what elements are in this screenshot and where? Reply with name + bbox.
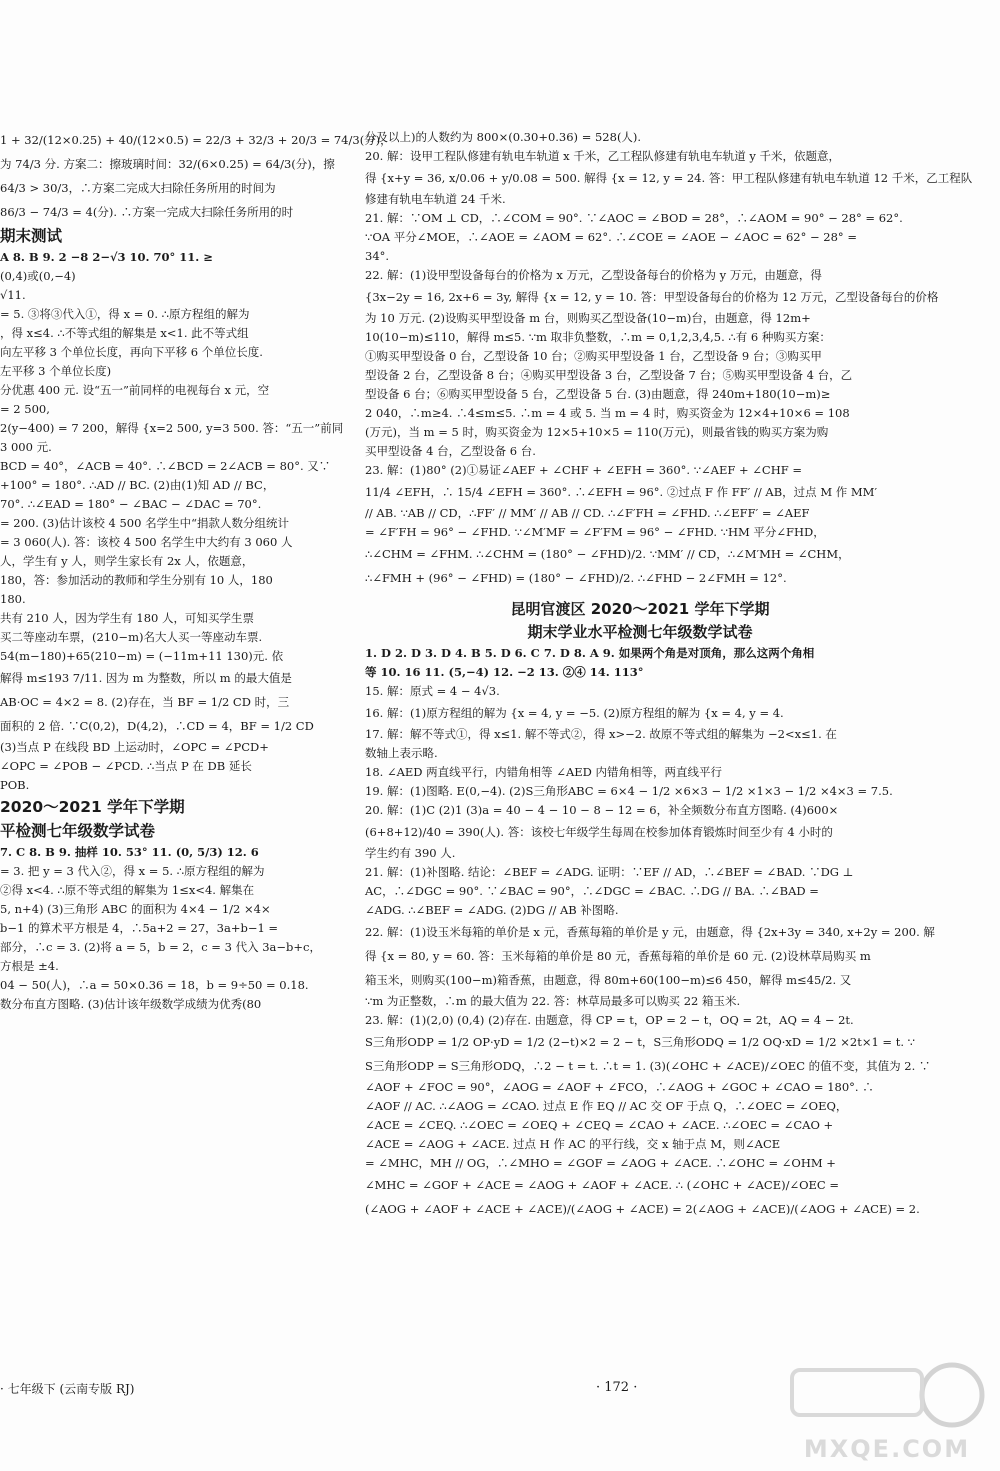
text-line: 3 000 元. <box>0 440 52 454</box>
text-line: ，得 x≤4. ∴不等式组的解集是 x<1. 此不等式组 <box>0 326 249 340</box>
text-line: (6+8+12)/40 = 390(人). 答：该校七年级学生每周在校参加体育锻炼时间至少有 4 小时的 <box>365 825 833 839</box>
text-line: 1 + 32/(12×0.25) + 40/(12×0.5) = 22/3 + 32/3 + 20/3 = 74/3(分)， <box>0 133 392 147</box>
text-line: 数分布直方图略. (3)估计该年级数学成绩为优秀(80 <box>0 997 262 1011</box>
text-line: ∴∠CHM = ∠FHM. ∴∠CHM = (180° − ∠FHD)/2. ∵MM′ // CD，∴∠M′MH = ∠CHM， <box>365 547 850 561</box>
text-line: 解得 m≤193 7/11. 因为 m 为整数，所以 m 的最大值是 <box>0 671 292 685</box>
text-line: 23. 解：(1)(2,0) (0,4) (2)存在. 由题意，得 CP = t，OP = 2 − t，OQ = 2t，AQ = 4 − 2t. <box>365 1013 854 1027</box>
text-line: ①购买甲型设备 0 台，乙型设备 10 台；②购买甲型设备 1 台，乙型设备 9 台；③购买甲 <box>365 349 822 363</box>
text-line: BCD = 40°，∠ACB = 40°. ∴∠BCD = 2∠ACB = 80°. 又∵ <box>0 459 331 473</box>
text-line: S三角形ODP = S三角形ODQ，∴2 − t = t. ∴t = 1. (3)(∠OHC + ∠ACE)/∠OEC 的值不变，其值为 2. ∵ <box>365 1059 931 1073</box>
text-line: 180. <box>0 592 26 606</box>
text-line: 21. 解：∵OM ⊥ CD，∴∠COM = 90°. ∵∠AOC = ∠BOD = 28°，∴∠AOM = 90° − 28° = 62°. <box>365 211 903 225</box>
exam-title-line-1: 昆明官渡区 2020～2021 学年下学期 <box>510 600 770 618</box>
text-line: 11/4 ∠EFH，∴ 15/4 ∠EFH = 360°. ∴∠EFH = 96°. ②过点 F 作 FF′ // AB，过点 M 作 MM′ <box>365 485 878 499</box>
text-line: A 8. B 9. 2 −8 2−√3 10. 70° 11. ≥ <box>0 250 213 264</box>
text-line: ②得 x<4. ∴原不等式组的解集为 1≤x<4. 解集在 <box>0 883 255 897</box>
text-line: 15. 解：原式 = 4 − 4√3. <box>365 684 500 698</box>
text-line: 17. 解：解不等式①，得 x≤1. 解不等式②，得 x>−2. 故原不等式组的解集为 −2<x≤1. 在 <box>365 727 837 741</box>
text-line: 修建有轨电车轨道 24 千米. <box>365 192 506 206</box>
text-line: 2(y−400) = 7 200，解得 {x=2 500, y=3 500. 答：“五一”前同 <box>0 421 344 435</box>
text-line: 左平移 3 个单位长度) <box>0 364 112 378</box>
text-line: = 2 500, <box>0 402 50 416</box>
text-line: 86/3 − 74/3 = 4(分). ∴方案一完成大扫除任务所用的时 <box>0 205 294 219</box>
text-line: √11. <box>0 288 26 302</box>
text-line: S三角形ODP = 1/2 OP·yD = 1/2 (2−t)×2 = 2 − t，S三角形ODQ = 1/2 OQ·xD = 1/2 ×2t×1 = t. ∵ <box>365 1035 915 1049</box>
exam-title-line-2: 期末学业水平检测七年级数学试卷 <box>527 623 753 641</box>
text-line: 2 040，∴m≥4. ∴4≤m≤5. ∴m = 4 或 5. 当 m = 4 时，购买资金为 12×4+10×6 = 108 <box>365 406 850 420</box>
text-line: 为 74/3 分. 方案二：擦玻璃时间：32/(6×0.25) = 64/3(分)，擦 <box>0 157 335 171</box>
text-line: 分优惠 400 元. 设“五一”前同样的电视每台 x 元，空 <box>0 383 270 397</box>
text-line: ∠MHC = ∠GOF + ∠ACE = ∠AOG + ∠AOF + ∠ACE. ∴ (∠OHC + ∠ACE)/∠OEC = <box>365 1178 840 1192</box>
text-line: ∠ACE = ∠CEQ. ∴∠OEC = ∠OEQ + ∠CEQ = ∠CAO + ∠ACE. ∴∠OEC = ∠CAO + <box>365 1118 834 1132</box>
text-line: ∵OA 平分∠MOE，∴∠AOE = ∠AOM = 62°. ∴∠COE = ∠AOE − ∠AOC = 62° − 28° = <box>365 230 857 244</box>
text-line: 得 {x+y = 36, x/0.06 + y/0.08 = 500. 解得 {x = 12, y = 24. 答：甲工程队修建有轨电车轨道 12 千米，乙工程队 <box>365 171 973 185</box>
text-line: AB·OC = 4×2 = 8. (2)存在，当 BF = 1/2 CD 时，三 <box>0 695 290 709</box>
text-line: 21. 解：(1)补图略. 结论：∠BEF = ∠ADG. 证明：∵EF // AD，∴∠BEF = ∠BAD. ∵DG ⊥ <box>365 865 854 879</box>
text-line: 7. C 8. B 9. 抽样 10. 53° 11. (0, 5/3) 12. 6 <box>0 845 259 859</box>
text-line: = 3 060(人). 答：该校 4 500 名学生中大约有 3 060 人 <box>0 535 293 549</box>
text-line: ∴∠FMH + (96° − ∠FHD) = (180° − ∠FHD)/2. ∴∠FHD − 2∠FMH = 12°. <box>365 571 787 585</box>
text-line: ∠AOF // AC. ∴∠AOG = ∠CAO. 过点 E 作 EQ // AC 交 OF 于点 Q，∴∠OEC = ∠OEQ， <box>365 1099 848 1113</box>
text-line: ∠OPC = ∠POB − ∠PCD. ∴当点 P 在 DB 延长 <box>0 759 252 773</box>
section-heading-exam-year: 2020～2021 学年下学期 <box>0 798 185 816</box>
text-line: = 3. 把 y = 3 代入②，得 x = 5. ∴原方程组的解为 <box>0 864 265 878</box>
text-line: 为 10 万元. (2)设购买甲型设备 m 台，则购买乙型设备(10−m)台，由题意，得 12m+ <box>365 311 811 325</box>
text-line: 人，学生有 y 人，则学生家长有 2x 人，依题意， <box>0 554 254 568</box>
text-line: POB. <box>0 778 30 792</box>
text-line: 34°. <box>365 249 390 263</box>
text-line: 64/3 > 30/3，∴方案二完成大扫除任务所用的时间为 <box>0 181 276 195</box>
text-line: 22. 解：(1)设玉米每箱的单价是 x 元，香蕉每箱的单价是 y 元，由题意，得 {2x+3y = 340, x+2y = 200. 解 <box>365 925 935 939</box>
text-line: 方根是 ±4. <box>0 959 59 973</box>
text-line: 等 10. 16 11. (5,−4) 12. −2 13. ②④ 14. 113° <box>365 665 644 679</box>
text-line: 5, n+4) (3)三角形 ABC 的面积为 4×4 − 1/2 ×4× <box>0 902 271 916</box>
watermark-logo <box>782 1355 992 1465</box>
text-line: = ∠MHC，MH // OG，∴∠MHO = ∠GOF = ∠AOG + ∠ACE. ∴∠OHC = ∠OHM + <box>365 1156 836 1170</box>
text-line: (∠AOG + ∠AOF + ∠ACE + ∠ACE)/(∠AOG + ∠ACE) = 2(∠AOG + ∠ACE)/(∠AOG + ∠ACE) = 2. <box>365 1202 920 1216</box>
text-line: 买二等座动车票，(210−m)名大人买一等座动车票. <box>0 630 263 644</box>
text-line: 1. D 2. D 3. D 4. B 5. D 6. C 7. D 8. A 9. 如果两个角是对顶角，那么这两个角相 <box>365 646 815 660</box>
right-column <box>365 128 973 1348</box>
text-line: ∠ADG. ∴∠BEF = ∠ADG. (2)DG // AB 补图略. <box>365 903 619 917</box>
text-line: = ∠F′FH = 96° − ∠FHD. ∵∠M′MF = ∠F′FM = 96° − ∠FHD. ∵HM 平分∠FHD， <box>365 525 825 539</box>
text-line: 共有 210 人，因为学生有 180 人，可知买学生票 <box>0 611 255 625</box>
text-line: ∵m 为正整数，∴m 的最大值为 22. 答：林草局最多可以购买 22 箱玉米. <box>365 994 741 1008</box>
text-line: 19. 解：(1)图略. E(0,−4). (2)S三角形ABC = 6×4 − 1/2 ×6×3 − 1/2 ×1×3 − 1/2 ×4×3 = 7.5. <box>365 784 893 798</box>
text-line: 型设备 2 台，乙型设备 8 台；④购买甲型设备 3 台，乙型设备 7 台；⑤购买甲型设备 4 台，乙 <box>365 368 853 382</box>
section-heading-final-test: 期末测试 <box>0 227 63 245</box>
text-line: 分及以上)的人数约为 800×(0.30+0.36) = 528(人). <box>365 130 642 144</box>
text-line: 70°. ∴∠EAD = 180° − ∠BAC − ∠DAC = 70°. <box>0 497 262 511</box>
text-line: 面积的 2 倍. ∵C(0,2)，D(4,2)，∴CD = 4，BF = 1/2 CD <box>0 719 314 733</box>
text-line: (3)当点 P 在线段 BD 上运动时，∠OPC = ∠PCD+ <box>0 740 269 754</box>
text-line: 54(m−180)+65(210−m) = (−11m+11 130)元. 依 <box>0 649 284 663</box>
text-line: (万元)，当 m = 5 时，购买资金为 12×5+10×5 = 110(万元)，则最省钱的购买方案为购 <box>365 425 829 439</box>
text-line: AC，∴∠DGC = 90°. ∵∠BAC = 90°，∴∠DGC = ∠BAC. ∴DG // BA. ∴∠BAD = <box>365 884 819 898</box>
text-line: = 200. (3)估计该校 4 500 名学生中“捐款人数分组统计 <box>0 516 289 530</box>
text-line: {3x−2y = 16, 2x+6 = 3y, 解得 {x = 12, y = 10. 答：甲型设备每台的价格为 12 万元，乙型设备每台的价格 <box>365 290 939 304</box>
text-line: 16. 解：(1)原方程组的解为 {x = 4, y = −5. (2)原方程组的解为 {x = 4, y = 4. <box>365 706 784 720</box>
text-line: 10(10−m)≤110，解得 m≤5. ∵m 取非负整数，∴m = 0,1,2,3,4,5. ∴有 6 种购买方案： <box>365 330 831 344</box>
text-line: 买甲型设备 4 台，乙型设备 6 台. <box>365 444 536 458</box>
spacer <box>365 590 915 598</box>
text-line: 得 {x = 80, y = 60. 答：玉米每箱的单价是 80 元，香蕉每箱的单价是 60 元. (2)设林草局购买 m <box>365 949 871 963</box>
text-line: (0,4)或(0,−4) <box>0 269 76 283</box>
text-line: 20. 解：设甲工程队修建有轨电车轨道 x 千米，乙工程队修建有轨电车轨道 y 千米，依题意， <box>365 149 841 163</box>
text-line: 180，答：参加活动的教师和学生分别有 10 人，180 <box>0 573 273 587</box>
text-line: 部分，∴c = 3. (2)将 a = 5，b = 2，c = 3 代入 3a−b+c， <box>0 940 321 954</box>
book-footer: · 七年级下 (云南专版 RJ) <box>0 1382 135 1396</box>
section-heading-exam-title: 平检测七年级数学试卷 <box>0 822 156 840</box>
text-line: = 5. ③将③代入①，得 x = 0. ∴原方程组的解为 <box>0 307 250 321</box>
page-number: · 172 · <box>596 1380 638 1395</box>
text-line: 18. ∠AED 两直线平行，内错角相等 ∠AED 内错角相等，两直线平行 <box>365 765 723 779</box>
text-line: 04 − 50(人)，∴a = 50×0.36 = 18，b = 9÷50 = 0.18. <box>0 978 309 992</box>
watermark-seal-icon <box>782 1355 992 1435</box>
watermark-text: MXQE.COM <box>803 1435 971 1463</box>
text-line: ∠AOF + ∠FOC = 90°，∠AOG = ∠AOF + ∠FCO，∴∠AOG + ∠GOC + ∠CAO = 180°. ∴ <box>365 1080 874 1094</box>
text-line: +100° = 180°. ∴AD // BC. (2)由(1)知 AD // BC， <box>0 478 275 492</box>
text-line: 数轴上表示略. <box>365 746 438 760</box>
text-line: 22. 解：(1)设甲型设备每台的价格为 x 万元，乙型设备每台的价格为 y 万元，由题意，得 <box>365 268 822 282</box>
text-line: 23. 解：(1)80° (2)①易证∠AEF + ∠CHF + ∠EFH = 360°. ∵∠AEF + ∠CHF = <box>365 463 803 477</box>
text-line: 箱玉米，则购买(100−m)箱香蕉，由题意，得 80m+60(100−m)≤6 450，解得 m≤45/2. 又 <box>365 973 852 987</box>
text-line: 20. 解：(1)C (2)1 (3)a = 40 − 4 − 10 − 8 − 12 = 6，补全频数分布直方图略. (4)600× <box>365 803 839 817</box>
text-line: 向左平移 3 个单位长度，再向下平移 6 个单位长度. <box>0 345 263 359</box>
text-line: b−1 的算术平方根是 4，∴5a+2 = 27，3a+b−1 = <box>0 921 279 935</box>
text-line: ∠ACE = ∠AOG + ∠ACE. 过点 H 作 AC 的平行线，交 x 轴于点 M，则∠ACE <box>365 1137 781 1151</box>
text-line: 型设备 6 台；⑥购买甲型设备 5 台，乙型设备 5 台. (3)由题意，得 240m+180(10−m)≥ <box>365 387 831 401</box>
left-column <box>0 128 392 1378</box>
text-line: // AB. ∵AB // CD，∴FF′ // MM′ // AB // CD. ∴∠F′FH = ∠FHD. ∴∠EFF′ = ∠AEF <box>365 506 810 520</box>
text-line: 学生约有 390 人. <box>365 846 456 860</box>
